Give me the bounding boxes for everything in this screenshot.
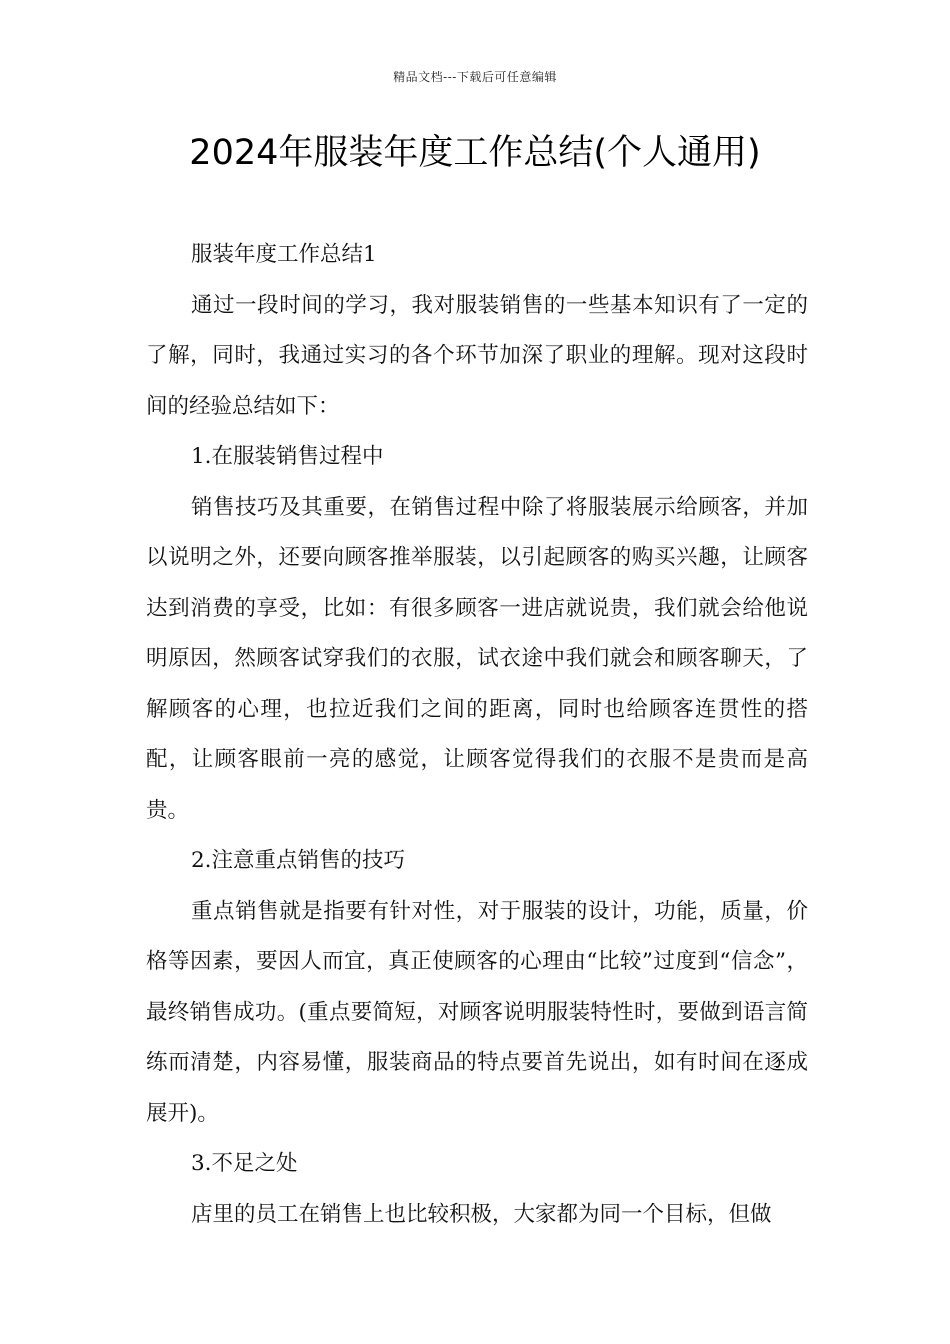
point-heading-1: 1.在服装销售过程中 [191, 444, 384, 469]
point-paragraph-3: 店里的员工在销售上也比较积极，大家都为同一个目标，但做 [191, 1201, 772, 1227]
point-paragraph-2: 重点销售就是指要有针对性，对于服装的设计，功能，质量，价格等因素，要因人而宜，真正使顾客的心理由“比较”过度到“信念”，最终销售成功。(重点要简短，对顾客说明服装特性时，要做到语言简练而清楚，内容易懂，服装商品的特点要首先说出，如有时间在逐成展开)。 [146, 898, 808, 1126]
header-note: 精品文档---下载后可任意编辑 [393, 70, 557, 84]
intro-paragraph: 通过一段时间的学习，我对服装销售的一些基本知识有了一定的了解，同时，我通过实习的各个环节加深了职业的理解。现对这段时间的经验总结如下： [146, 292, 808, 419]
point-heading-3: 3.不足之处 [191, 1151, 298, 1176]
point-heading-2: 2.注意重点销售的技巧 [191, 848, 406, 873]
point-paragraph-1: 销售技巧及其重要，在销售过程中除了将服装展示给顾客，并加以说明之外，还要向顾客推举服装，以引起顾客的购买兴趣，让顾客达到消费的享受，比如：有很多顾客一进店就说贵，我们就会给他说明原因，然顾客试穿我们的衣服，试衣途中我们就会和顾客聊天，了解顾客的心理，也拉近我们之间的距离，同时也给顾客连贯性的搭配，让顾客眼前一亮的感觉，让顾客觉得我们的衣服不是贵而是高贵。 [146, 494, 808, 823]
section-heading-1: 服装年度工作总结1 [191, 242, 377, 267]
document-body [146, 230, 808, 1240]
document-title: 2024年服装年度工作总结(个人通用) [189, 133, 761, 173]
